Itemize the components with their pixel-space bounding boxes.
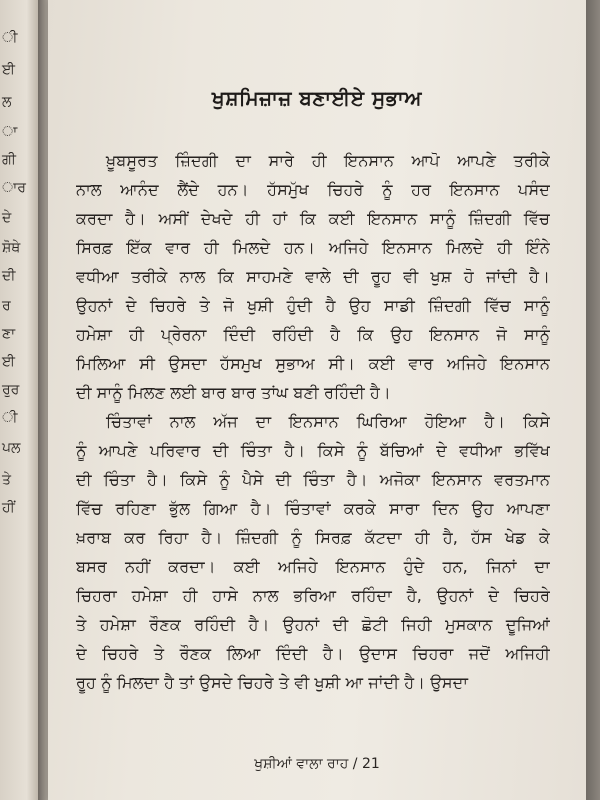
text-line: ਤੇ ਹਮੇਸ਼ਾ ਰੌਣਕ ਰਹਿੰਦੀ ਹੈ। ਉਹਨਾਂ ਦੀ ਛੋਟੀ ਜਿਹੀ ਮੁਸਕਾਨ ਦੂਜਿਆਂ [76, 615, 550, 634]
text-line: ਨਾਲ ਆਨੰਦ ਲੈਂਦੇ ਹਨ। ਹੱਸਮੁੱਖ ਚਿਹਰੇ ਨੂੰ ਹਰ ਇਨਸਾਨ ਪਸੰਦ [76, 180, 550, 199]
left-page-fragment: ਰ [2, 298, 11, 314]
left-page-fragment: ਪਲ [2, 440, 21, 456]
text-line: ਚਿੰਤਾਵਾਂ ਨਾਲ ਅੱਜ ਦਾ ਇਨਸਾਨ ਘਿਰਿਆ ਹੋਇਆ ਹੈ। ਕਿਸੇ [106, 412, 550, 431]
left-page-fragment: ਾ [2, 124, 18, 140]
left-page-fragment: ਸ਼ੋਥੇ [2, 240, 21, 256]
text-line: ਵਧੀਆ ਤਰੀਕੇ ਨਾਲ ਕਿ ਸਾਹਮਣੇ ਵਾਲੇ ਦੀ ਰੂਹ ਵੀ ਖੁਸ਼ ਹੋ ਜਾਂਦੀ ਹੈ। [76, 267, 550, 286]
left-page-fragment: ਦੇ [2, 210, 12, 226]
paragraph-1 [76, 146, 550, 407]
text-line: ਕਰਦਾ ਹੈ। ਅਸੀਂ ਦੇਖਦੇ ਹੀ ਹਾਂ ਕਿ ਕਈ ਇਨਸਾਨ ਸਾਨੂੰ ਜ਼ਿੰਦਗੀ ਵਿੱਚ [76, 209, 550, 228]
text-line: ਨੂੰ ਆਪਣੇ ਪਰਿਵਾਰ ਦੀ ਚਿੰਤਾ ਹੈ। ਕਿਸੇ ਨੂੰ ਬੱਚਿਆਂ ਦੇ ਵਧੀਆ ਭਵਿੱਖ [76, 441, 550, 460]
page-edge [586, 0, 600, 800]
text-line: ਦੀ ਚਿੰਤਾ ਹੈ। ਕਿਸੇ ਨੂੰ ਪੈਸੇ ਦੀ ਚਿੰਤਾ ਹੈ। ਅਜੋਕਾ ਇਨਸਾਨ ਵਰਤਮਾਨ [76, 470, 550, 489]
left-page-fragment: ਰੁਰ [2, 382, 20, 398]
left-page-fragment: ੀ [2, 30, 18, 46]
text-line: ਚਿਹਰਾ ਹਮੇਸ਼ਾ ਹੀ ਹਾਸੇ ਨਾਲ ਭਰਿਆ ਰਹਿੰਦਾ ਹੈ, ਉਹਨਾਂ ਦੇ ਚਿਹਰੇ [76, 586, 550, 605]
left-page-fragment: ਈ [2, 354, 15, 370]
text-line: ਬਸਰ ਨਹੀਂ ਕਰਦਾ। ਕਈ ਅਜਿਹੇ ਇਨਸਾਨ ਹੁੰਦੇ ਹਨ, ਜਿਨਾਂ ਦਾ [76, 557, 550, 576]
left-page-fragment: ਤੇ [2, 472, 11, 488]
text-line: ਦੇ ਚਿਹਰੇ ਤੇ ਰੌਣਕ ਲਿਆ ਦਿੰਦੀ ਹੈ। ਉਦਾਸ ਚਿਹਰਾ ਜਦੋਂ ਅਜਿਹੀ [76, 644, 550, 663]
text-line: ਖ਼ੂਬਸੂਰਤ ਜ਼ਿੰਦਗੀ ਦਾ ਸਾਰੇ ਹੀ ਇਨਸਾਨ ਆਪੋ ਆਪਣੇ ਤਰੀਕੇ [106, 151, 550, 170]
chapter-title: ਖੁਸ਼ਮਿਜ਼ਾਜ਼ ਬਣਾਈਏ ਸੁਭਾਅ [212, 86, 422, 110]
text-line: ਸਿਰਫ਼ ਇੱਕ ਵਾਰ ਹੀ ਮਿਲਦੇ ਹਨ। ਅਜਿਹੇ ਇਨਸਾਨ ਮਿਲਦੇ ਹੀ ਇੰਨੇ [76, 238, 550, 257]
page-body [76, 146, 550, 697]
book-page [48, 0, 586, 800]
left-page-fragment: ਣਾ [2, 326, 16, 342]
text-line: ਖ਼ਰਾਬ ਕਰ ਰਿਹਾ ਹੈ। ਜ਼ਿੰਦਗੀ ਨੂੰ ਸਿਰਫ਼ ਕੱਟਦਾ ਹੀ ਹੈ, ਹੱਸ ਖੇਡ ਕੇ [76, 528, 550, 547]
text-line: ਵਿੱਚ ਰਹਿਣਾ ਭੁੱਲ ਗਿਆ ਹੈ। ਚਿੰਤਾਵਾਂ ਕਰਕੇ ਸਾਰਾ ਦਿਨ ਉਹ ਆਪਣਾ [76, 499, 550, 518]
left-page-fragment: ਗੀ [2, 152, 16, 168]
text-line: ਰੂਹ ਨੂੰ ਮਿਲਦਾ ਹੈ ਤਾਂ ਉਸਦੇ ਚਿਹਰੇ ਤੇ ਵੀ ਖੁਸ਼ੀ ਆ ਜਾਂਦੀ ਹੈ। ਉਸਦਾ [76, 673, 469, 692]
text-line: ਉਹਨਾਂ ਦੇ ਚਿਹਰੇ ਤੇ ਜੋ ਖੁਸ਼ੀ ਹੁੰਦੀ ਹੈ ਉਹ ਸਾਡੀ ਜ਼ਿੰਦਗੀ ਵਿੱਚ ਸਾਨੂੰ [76, 296, 550, 315]
left-page-fragment: ਈ [2, 62, 15, 78]
page-footer: ਖੁਸ਼ੀਆਂ ਵਾਲਾ ਰਾਹ / 21 [254, 756, 380, 772]
left-page-fragment: ਹੀਂ [2, 500, 15, 516]
left-page-fragment: ਦੀ [2, 268, 16, 284]
text-line: ਦੀ ਸਾਨੂੰ ਮਿਲਣ ਲਈ ਬਾਰ ਬਾਰ ਤਾਂਘ ਬਣੀ ਰਹਿੰਦੀ ਹੈ। [76, 383, 391, 402]
left-page-fragment: ਲ [2, 94, 12, 110]
text-line: ਮਿਲਿਆ ਸੀ ਉਸਦਾ ਹੱਸਮੁਖ ਸੁਭਾਅ ਸੀ। ਕਈ ਵਾਰ ਅਜਿਹੇ ਇਨਸਾਨ [76, 354, 550, 373]
paragraph-2 [76, 407, 550, 697]
text-line: ਹਮੇਸ਼ਾ ਹੀ ਪ੍ਰੇਰਨਾ ਦਿੰਦੀ ਰਹਿੰਦੀ ਹੈ ਕਿ ਉਹ ਇਨਸਾਨ ਜੋ ਸਾਨੂੰ [76, 325, 550, 344]
left-page [0, 0, 38, 800]
left-page-fragment: ਾਰ [2, 180, 26, 196]
left-page-fragment: ੀ [2, 410, 18, 426]
book-spine [38, 0, 48, 800]
